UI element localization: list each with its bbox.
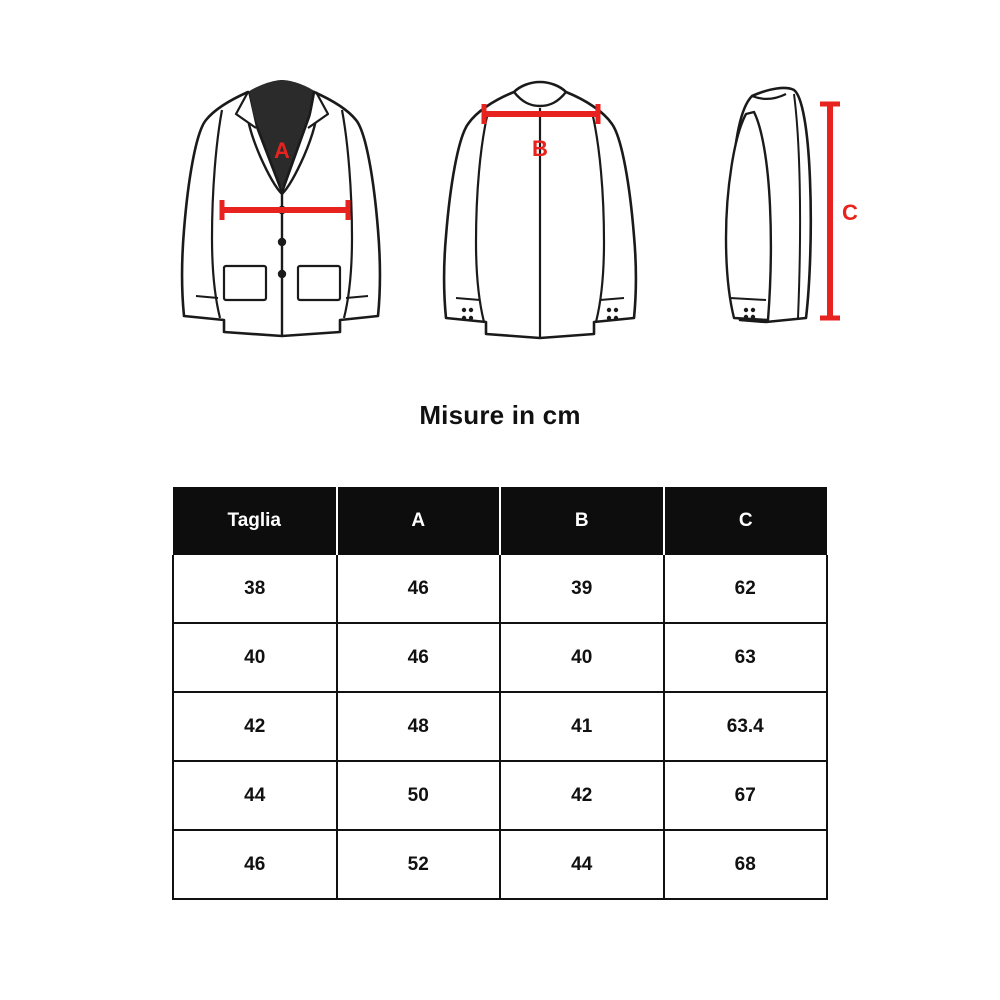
cell-c: 62 (664, 555, 828, 623)
cell-b: 42 (500, 761, 664, 830)
jacket-back-illustration (430, 70, 650, 360)
cell-a: 46 (337, 555, 501, 623)
cell-a: 52 (337, 830, 501, 899)
cell-size: 40 (173, 623, 337, 692)
size-table-head (173, 487, 827, 555)
header-taglia: Taglia (173, 487, 337, 555)
cell-b: 41 (500, 692, 664, 761)
measure-b-label: B (532, 136, 548, 161)
header-a: A (337, 487, 501, 555)
table-header-row (173, 487, 827, 555)
size-table (172, 487, 828, 900)
cell-size: 42 (173, 692, 337, 761)
jacket-side-figure (690, 70, 880, 365)
jacket-side-illustration (690, 70, 880, 360)
jacket-front-illustration (170, 70, 390, 360)
front-button-3 (278, 270, 286, 278)
cell-b: 39 (500, 555, 664, 623)
cell-size: 46 (173, 830, 337, 899)
jacket-front-figure (170, 70, 390, 365)
cell-c: 63 (664, 623, 828, 692)
size-table-body (173, 555, 827, 899)
cell-c: 63.4 (664, 692, 828, 761)
cell-a: 46 (337, 623, 501, 692)
header-c: C (664, 487, 828, 555)
table-row (173, 692, 827, 761)
front-right-pocket (298, 266, 340, 300)
front-left-pocket (224, 266, 266, 300)
cell-b: 40 (500, 623, 664, 692)
cell-a: 48 (337, 692, 501, 761)
cell-c: 68 (664, 830, 828, 899)
caption-measures-unit: Misure in cm (419, 400, 581, 430)
cell-b: 44 (500, 830, 664, 899)
side-sleeve (726, 112, 771, 320)
front-button-2 (278, 238, 286, 246)
cell-size: 44 (173, 761, 337, 830)
measure-c-line (820, 104, 840, 318)
table-row (173, 830, 827, 899)
cell-size: 38 (173, 555, 337, 623)
cell-a: 50 (337, 761, 501, 830)
table-row (173, 761, 827, 830)
size-table-wrapper (172, 487, 828, 900)
cell-c: 67 (664, 761, 828, 830)
measure-c-label: C (842, 200, 858, 225)
table-row (173, 623, 827, 692)
jacket-back-figure (430, 70, 650, 365)
table-row (173, 555, 827, 623)
header-b: B (500, 487, 664, 555)
measure-a-label: A (274, 138, 290, 163)
figures-row (0, 70, 1000, 370)
